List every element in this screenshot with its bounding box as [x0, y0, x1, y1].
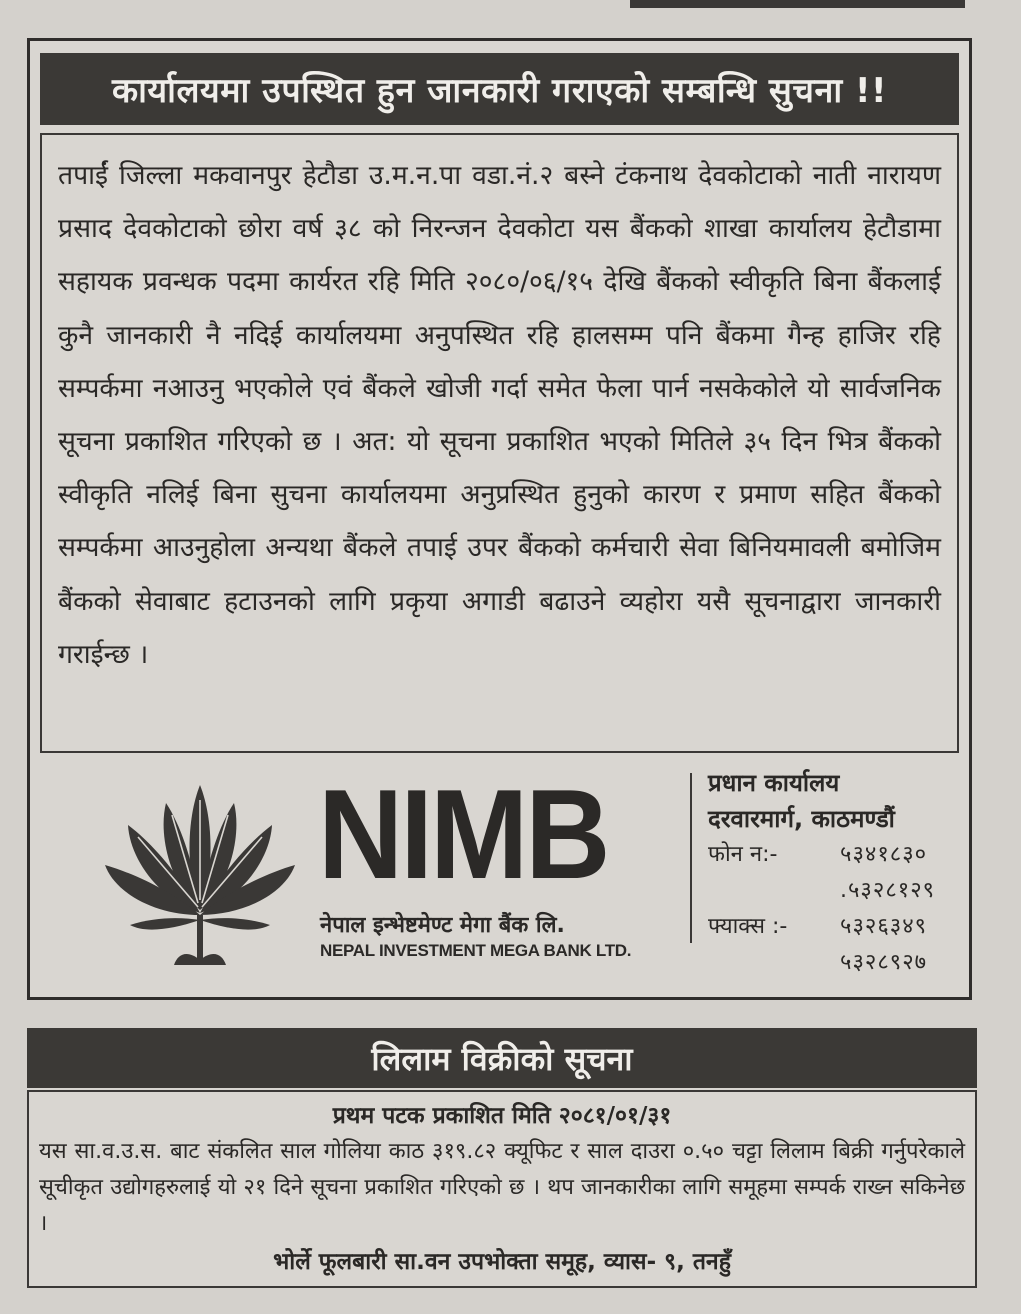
paper-edge	[630, 0, 965, 8]
phone-label: फोन न:-	[708, 842, 778, 867]
office-heading: प्रधान कार्यालय	[708, 769, 840, 797]
vertical-divider	[690, 773, 692, 943]
phone-number-2: .५३२८१२९	[840, 878, 936, 903]
bank-name-english: NEPAL INVESTMENT MEGA BANK LTD.	[320, 941, 632, 960]
phone-row	[708, 837, 935, 873]
bank-name-nepali: नेपाल इन्भेष्टमेण्ट मेगा बैंक लि.	[320, 913, 565, 938]
notice-title: कार्यालयमा उपस्थित हुन जानकारी गराएको सम्बन्धि सुचना !!	[40, 53, 959, 125]
fax-number-2: ५३२८९२७	[840, 950, 928, 975]
fax-number-1: ५३२६३४९	[840, 914, 928, 939]
bank-footer	[40, 759, 959, 987]
phone-number-1: ५३४१८३०	[840, 842, 928, 867]
attendance-notice	[27, 38, 972, 1000]
fax-row	[708, 909, 935, 945]
notice-body-box	[40, 133, 959, 753]
auction-notice	[27, 1028, 977, 1288]
nimb-logo-wordmark: NIMB	[318, 763, 608, 906]
publish-date-line: प्रथम पटक प्रकाशित मिति २०८१/०१/३१	[332, 1103, 672, 1129]
auction-signature: भोर्ले फूलबारी सा.वन उपभोक्ता समूह, व्यास- ९, तनहुँ	[273, 1249, 731, 1275]
office-address: दरवारमार्ग, काठमण्डौं	[708, 805, 895, 833]
head-office-contact	[708, 765, 935, 981]
auction-title: लिलाम विक्रीको सूचना	[27, 1028, 977, 1088]
fax-label: फ्याक्स :-	[708, 914, 788, 939]
lotus-logo-icon	[100, 775, 300, 975]
auction-body-text: यस सा.व.उ.स. बाट संकलित साल गोलिया काठ ३१९.८२ क्यूफिट र साल दाउरा ०.५० चट्टा लिलाम बिक्री गर्नुपरेकाले सूचीकृत उद्योगहरुलाई यो २१ दिने सूचना प्रकाशित गरिएको छ । थप जानकारीका लागि समूहमा सम्पर्क राख्न सकिनेछ ।	[39, 1139, 965, 1236]
auction-content	[27, 1090, 977, 1288]
notice-body-text: तपाईं जिल्ला मकवानपुर हेटौडा उ.म.न.पा वडा.नं.२ बस्ने टंकनाथ देवकोटाको नाती नारायण प्रसाद देवकोटाको छोरा वर्ष ३८ को निरन्जन देवकोटा यस बैंकको शाखा कार्यालय हेटौडामा सहायक प्रवन्धक पदमा कार्यरत रहि मिति २०८०/०६/१५ देखि बैंकको स्वीकृति बिना बैंकलाई कुनै जानकारी नै नदिई कार्यालयमा अनुपस्थित रहि हालसम्म पनि बैंकमा गैन्ह हाजिर रहि सम्पर्कमा नआउनु भएकोले एवं बैंकले खोजी गर्दा समेत फेला पार्न नसकेकोले यो सार्वजनिक सूचना प्रकाशित गरिएको छ । अत: यो सूचना प्रकाशित भएको मितिले ३५ दिन भित्र बैंकको स्वीकृति नलिई बिना सुचना कार्यालयमा अनुप्रस्थित हुनुको कारण र प्रमाण सहित बैंकको सम्पर्कमा आउनुहोला अन्यथा बैंकले तपाई उपर बैंकको कर्मचारी सेवा बिनियमावली बमोजिम बैंकको सेवाबाट हटाउनको लागि प्रकृया अगाडी बढाउने व्यहोरा यसै सूचनाद्वारा जानकारी गराईन्छ ।	[58, 160, 941, 670]
